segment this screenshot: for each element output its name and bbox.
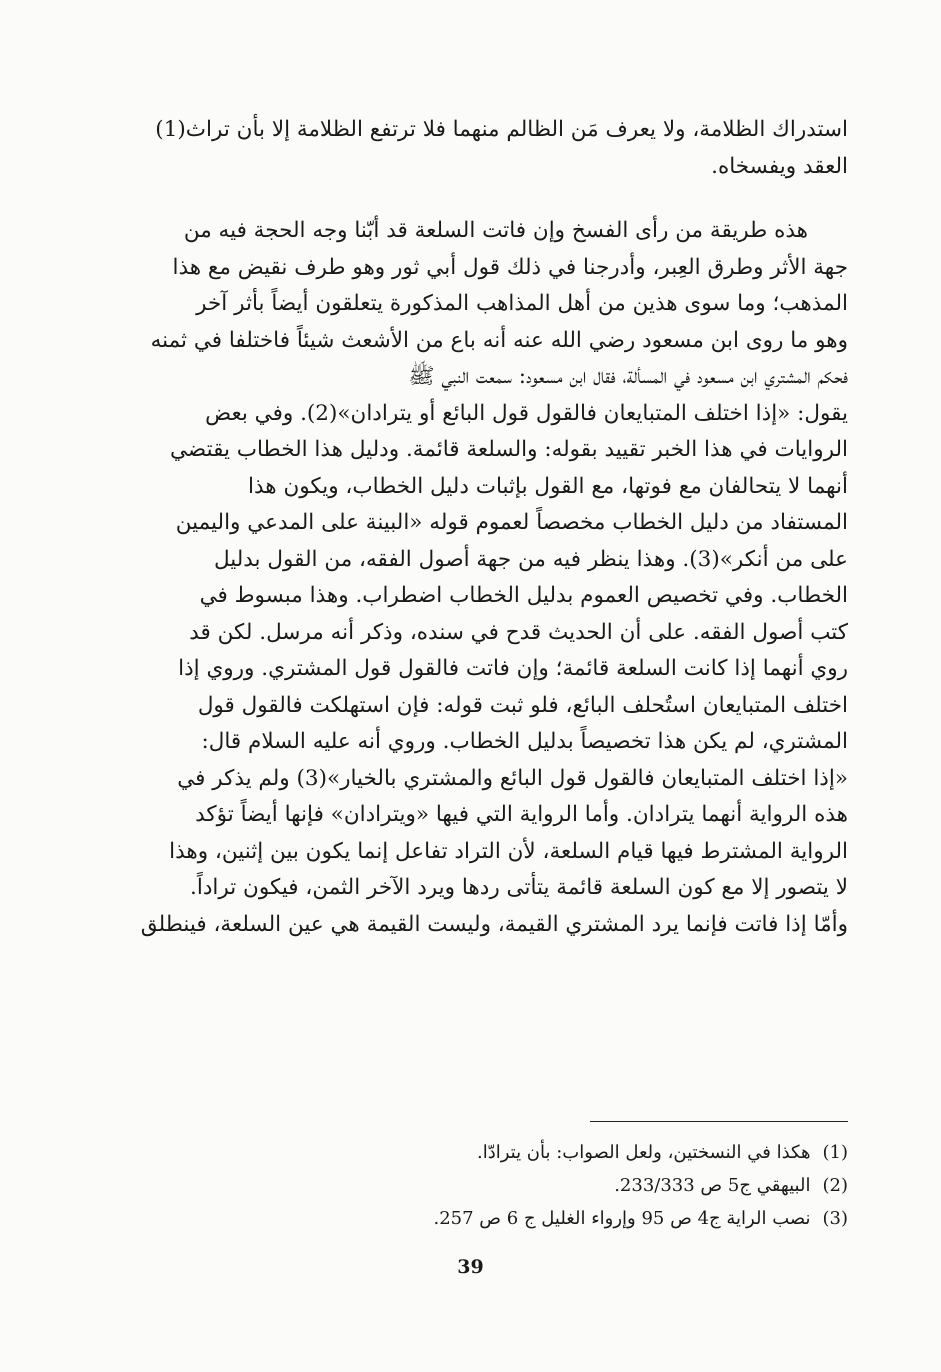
footnote-text: نصب الراية ج4 ص 95 وإرواء الغليل ج 6 ص 257. (433, 1208, 811, 1229)
footnote-3 (118, 1202, 848, 1235)
text-line: اختلف المتبايعان استُحلف البائع، فلو ثبت قوله: فإن استهلكت فالقول قول (197, 692, 848, 718)
text-line: الروايات في هذا الخبر تقييد بقوله: والسلعة قائمة. ودليل هذا الخطاب يقتضي (170, 437, 848, 462)
footnote-text: هكذا في النسختين، ولعل الصواب: بأن يترادّا. (476, 1142, 811, 1163)
text-line: كتب أصول الفقه. على أن الحديث قدح في سنده، وذكر أنه مرسل. لكن قد (189, 619, 848, 645)
text-line: روي أنهما إذا كانت السلعة قائمة؛ وإن فاتت فالقول قول المشتري. وروي إذا (178, 656, 848, 681)
text-line: العقد ويفسخاه. (711, 153, 848, 179)
main-text (118, 112, 848, 943)
text-line: جهة الأثر وطرق العِبر، وأدرجنا في ذلك قول أبي ثور وهو طرف نقيض مع هذا (172, 254, 848, 280)
text-line: فحكم المشتري ابن مسعود في المسألة، فقال ابن مسعود: سمعت النبي ﷺ (408, 364, 848, 389)
paragraph-2 (118, 213, 848, 943)
text-line: وأمّا إذا فاتت فإنما يرد المشتري القيمة، وليست القيمة هي عين السلعة، فينطلق (140, 911, 848, 937)
text-line: وهو ما روى ابن مسعود رضي الله عنه أنه باع من الأشعث شيئاً فاختلفا في ثمنه (150, 327, 848, 353)
footnote-2 (118, 1169, 848, 1202)
footnote-divider (590, 1121, 848, 1122)
page-number: 39 (457, 1256, 484, 1278)
text-line: الخطاب. وفي تخصيص العموم بدليل الخطاب اضطراب. وهذا مبسوط في (199, 583, 848, 608)
paragraph-1 (118, 112, 848, 185)
footnote-number: (2) (822, 1175, 848, 1196)
footnotes (118, 1136, 848, 1235)
text-line: الرواية المشترط فيها قيام السلعة، لأن التراد تفاعل إنما يكون بين إثنين، وهذا (169, 838, 848, 864)
text-line: يقول: «إذا اختلف المتبايعان فالقول قول البائع أو يترادان»(2). وفي بعض (205, 400, 848, 426)
text-line: لا يتصور إلا مع كون السلعة قائمة يتأتى ردها ويرد الآخر الثمن، فيكون تراداً. (190, 875, 848, 900)
text-line: «إذا اختلف المتبايعان فالقول قول البائع والمشتري بالخيار»(3) ولم يذكر في (177, 765, 848, 791)
footnote-number: (3) (822, 1208, 848, 1229)
text-line: المذهب؛ وما سوى هذين من أهل المذاهب المذكورة يتعلقون أيضاً بأثر آخر (196, 291, 848, 316)
text-line: المشتري، لم يكن هذا تخصيصاً بدليل الخطاب. وروي أنه عليه السلام قال: (201, 729, 848, 754)
text-line: هذه طريقة من رأى الفسخ وإن فاتت السلعة قد أبّنا وجه الحجة فيه من (183, 218, 808, 243)
text-line: المستفاد من دليل الخطاب مخصصاً لعموم قوله «البينة على المدعي واليمين (175, 510, 848, 535)
text-line: أنهما لا يتحالفان مع فوتها، مع القول بإثبات دليل الخطاب، ويكون هذا (248, 473, 848, 499)
footnote-text: البيهقي ج5 ص 233/333. (614, 1175, 811, 1196)
text-line: هذه الرواية أنهما يترادان. وأما الرواية التي فيها «ويترادان» فإنها أيضاً تؤكد (195, 802, 848, 827)
footnote-1 (118, 1136, 848, 1169)
footnote-number: (1) (822, 1142, 848, 1163)
text-line: على من أنكر»(3). وهذا ينظر فيه من جهة أصول الفقه، من القول بدليل (213, 546, 848, 572)
text-line: استدراك الظلامة، ولا يعرف مَن الظالم منهما فلا ترتفع الظلامة إلا بأن تراث(1) (155, 117, 848, 142)
